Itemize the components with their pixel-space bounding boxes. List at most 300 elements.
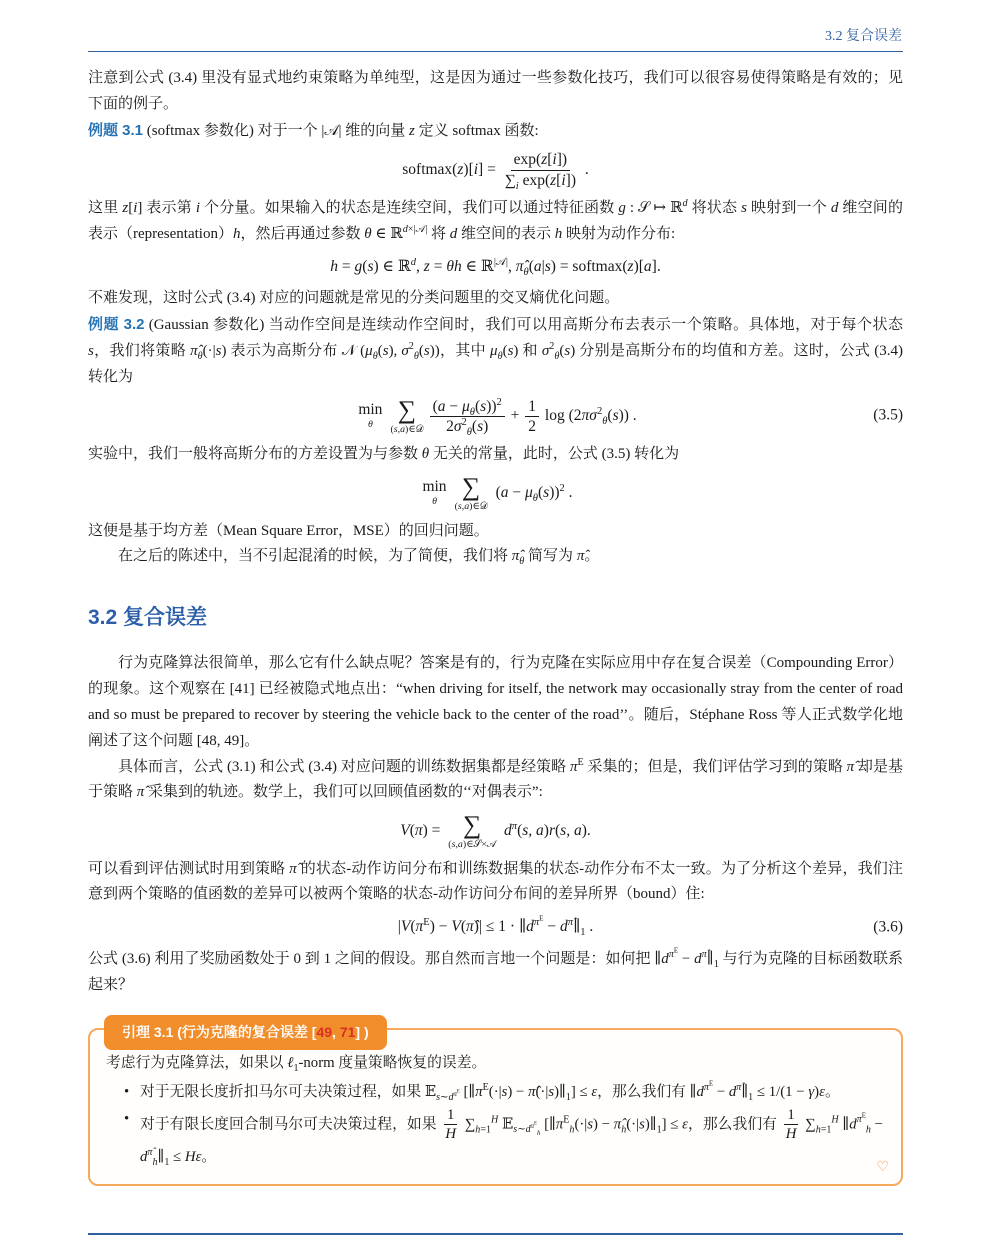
text-run: . xyxy=(564,483,573,501)
equation-mse xyxy=(88,474,903,512)
text-run: (softmax 参数化) 对于一个 |𝒜| 维的向量 xyxy=(143,122,410,139)
text-run: ，那么我们有 xyxy=(687,1116,781,1133)
paragraph-intro xyxy=(88,66,903,118)
text-run: ℓ xyxy=(287,1055,294,1072)
text-run xyxy=(533,914,544,929)
text-run: ) ∈ ℝ xyxy=(373,257,411,275)
text-run xyxy=(436,1089,460,1103)
text-run: π xyxy=(530,1122,535,1130)
text-run: 将状态 xyxy=(687,200,742,217)
text-run: 将 xyxy=(427,225,450,242)
text-run: − xyxy=(543,918,561,936)
text-run: ( xyxy=(491,483,501,501)
text-run: . xyxy=(585,918,594,936)
text-run: )| ≤ 1 · xyxy=(473,918,519,936)
equation-number: (3.6) xyxy=(873,918,903,936)
text-run: 。 xyxy=(584,548,600,565)
text-run: = xyxy=(338,257,355,275)
fraction xyxy=(781,1106,802,1144)
text-run: θ xyxy=(532,493,538,505)
text-run: s xyxy=(88,342,94,359)
text-run: H xyxy=(445,1126,456,1143)
text-run: 定义 softmax 函数: xyxy=(414,122,539,139)
text-run: ] xyxy=(355,1024,361,1041)
text-run: E xyxy=(539,914,544,923)
text-run: E xyxy=(861,1112,866,1120)
text-run: )) . xyxy=(618,407,637,425)
text-run: ( xyxy=(377,342,383,359)
text-run: h xyxy=(569,1124,575,1135)
text-run: H xyxy=(491,1114,499,1126)
text-run: [ xyxy=(311,1024,317,1041)
text-run: 2 xyxy=(461,416,467,428)
text-run: )∈𝒮×𝒜 xyxy=(462,838,497,850)
text-run: ) 分别是高斯分布的均值和方差。这时，公式 (3.4) 转化为 xyxy=(88,342,903,385)
text-run: E xyxy=(482,1082,489,1094)
text-run: θ xyxy=(413,350,419,362)
text-run xyxy=(531,1123,537,1130)
text-run: i xyxy=(473,160,479,178)
text-run: h xyxy=(621,1124,627,1135)
text-run: = xyxy=(429,257,447,275)
text-run: π̂ xyxy=(147,1146,153,1158)
text-run: π xyxy=(453,1090,457,1098)
text-run: ( xyxy=(409,821,415,839)
text-run: ]. xyxy=(651,257,661,275)
text-run: E xyxy=(563,1114,570,1126)
text-run: ∼ xyxy=(517,1124,526,1135)
text-run: s, a xyxy=(560,821,582,839)
text-run: ∑ xyxy=(504,171,516,189)
text-run: ( xyxy=(471,417,478,435)
text-run: σ xyxy=(541,342,550,359)
text-run: 采集到的轨迹。数学上，我们可以回顾值函数的‘‘对偶表示”: xyxy=(144,784,543,801)
text-run: − xyxy=(713,1084,729,1101)
text-run: ) xyxy=(360,1024,369,1041)
text-run: ]) xyxy=(565,171,576,189)
text-run: )[ xyxy=(463,160,474,178)
text-run: ∥ xyxy=(157,1148,165,1165)
text-run: V xyxy=(451,918,461,936)
text-run: E xyxy=(708,1080,714,1088)
paragraph-distribution-mismatch xyxy=(88,857,903,909)
text-run: z xyxy=(457,160,464,178)
text-run: θ xyxy=(364,225,372,242)
text-run: r xyxy=(548,821,555,839)
text-run: ( xyxy=(454,500,458,512)
text-run: 引理 3.1 (行为克隆的复合误差 xyxy=(122,1024,312,1041)
text-run xyxy=(857,1114,866,1125)
text-run: d xyxy=(504,821,512,839)
text-run: s xyxy=(564,342,571,359)
page-content xyxy=(88,66,903,1186)
text-run: 无关的常量，此时，公式 (3.5) 转化为 xyxy=(429,446,680,463)
text-run: ，然后再通过参数 xyxy=(240,225,365,242)
text-run: ))，其中 xyxy=(429,342,491,359)
text-run: -norm 度量策略恢复的误差。 xyxy=(298,1055,487,1072)
text-run: 1 xyxy=(656,1124,662,1135)
lemma-bullet-infinite-horizon xyxy=(140,1079,883,1106)
text-run: =1 xyxy=(820,1124,832,1135)
text-run: [ xyxy=(556,171,562,189)
text-run: =1 xyxy=(480,1124,492,1135)
text-run: s xyxy=(639,1116,645,1133)
text-run: )∥ xyxy=(554,1084,566,1101)
text-run: d xyxy=(830,200,839,217)
text-run: ). xyxy=(581,821,591,839)
text-run: )[ xyxy=(633,257,644,275)
text-run: ∈ ℝ xyxy=(461,257,494,275)
text-run: 𝔼 xyxy=(424,1084,437,1101)
text-run: ] ≤ xyxy=(661,1116,683,1133)
text-run: ] ≤ xyxy=(570,1084,592,1101)
text-run: 采集的；但是，我们评估学习到的策略 xyxy=(583,758,847,775)
text-run: s xyxy=(543,483,550,501)
text-run: π̂ xyxy=(576,548,585,565)
text-run: ≤ 1/(1 − xyxy=(753,1084,809,1101)
text-run: μ xyxy=(462,397,470,415)
text-run: i xyxy=(515,180,519,192)
paragraph-mse-note xyxy=(88,519,903,545)
text-run: h xyxy=(152,1156,158,1168)
text-run: ( xyxy=(555,821,561,839)
text-run: d xyxy=(849,1116,857,1133)
text-run: ) xyxy=(483,417,489,435)
text-run: d xyxy=(449,225,458,242)
equation-parameterization xyxy=(88,254,903,281)
text-run: ( xyxy=(559,342,565,359)
equation-value-function xyxy=(88,812,903,850)
text-run: ( xyxy=(517,821,523,839)
text-run: d xyxy=(560,918,568,936)
text-run: 对于无限长度折扣马尔可夫决策过程，如果 xyxy=(140,1084,425,1101)
text-run: − xyxy=(678,950,695,967)
text-run: μ xyxy=(490,342,498,359)
text-run: i xyxy=(552,151,557,169)
text-run: θ xyxy=(523,266,529,278)
math-operator: ∑ (s,a)∈𝒮×𝒜 xyxy=(448,810,497,850)
text-run: ( xyxy=(418,342,424,359)
text-run: h xyxy=(536,1130,541,1137)
text-run xyxy=(669,949,678,960)
text-run: s xyxy=(501,1084,508,1101)
text-run: θh xyxy=(446,257,462,275)
text-run: 行为克隆算法很简单，那么它有什么缺点呢？答案是有的，行为克隆在实际应用中存在复合误差（Compounding Error）的现象。这个观察在 xyxy=(88,655,903,698)
text-run: ] = xyxy=(478,160,500,178)
text-run: ∑ xyxy=(461,1116,476,1133)
text-run: | xyxy=(541,257,545,275)
paragraph-notation-note xyxy=(88,544,903,570)
text-run: 2 xyxy=(496,396,502,408)
text-run: ) xyxy=(543,821,549,839)
text-run: θ xyxy=(421,446,430,463)
text-run: π xyxy=(581,407,590,425)
text-run: )) xyxy=(486,397,497,415)
text-run: 个分量。如果输入的状态是连续空间，我们可以通过特征函数 xyxy=(200,200,619,217)
text-run: [∥ xyxy=(540,1116,556,1133)
header-rule xyxy=(88,51,903,52)
lemma-list xyxy=(106,1079,883,1170)
text-run: (Gaussian 参数化) 当动作空间是连续动作空间时，我们可以用高斯分布去表示一个策略。具体地，对于每个状态 xyxy=(144,317,903,334)
text-run: ]) xyxy=(556,151,568,169)
text-run: s, a xyxy=(522,821,544,839)
text-run: )) xyxy=(549,483,560,501)
text-run: θ xyxy=(469,406,475,418)
text-run: d xyxy=(525,1124,531,1135)
text-run: θ xyxy=(372,350,378,362)
text-run: ∥ xyxy=(741,1084,749,1101)
text-run: ( xyxy=(502,342,508,359)
text-run: ) 和 xyxy=(513,342,542,359)
text-run: d xyxy=(402,223,408,235)
text-run: d xyxy=(682,198,688,210)
text-run: 这里 xyxy=(88,200,123,217)
text-run: (·| xyxy=(626,1116,640,1133)
text-run: 。 xyxy=(244,732,260,749)
text-run: 。 xyxy=(201,1148,217,1165)
text-run: h xyxy=(475,1124,481,1135)
text-run: ( xyxy=(607,407,613,425)
text-run: 却是基于策略 xyxy=(88,758,903,801)
citation-link[interactable]: [41] xyxy=(229,681,255,698)
text-run: ∥ xyxy=(573,918,581,936)
text-run: 1 xyxy=(164,1156,170,1168)
text-run: ( xyxy=(537,483,544,501)
equation-body xyxy=(418,472,573,512)
text-run: ，那么我们有 ∥ xyxy=(597,1084,697,1101)
text-run: a xyxy=(533,257,542,275)
text-run: π xyxy=(703,1082,709,1094)
paragraph-cross-entropy xyxy=(88,286,903,312)
text-run: θ xyxy=(466,427,472,439)
text-run: ，我们将策略 xyxy=(93,342,191,359)
paragraph-compounding-error xyxy=(88,651,903,754)
text-run: h xyxy=(232,225,241,242)
text-run: + xyxy=(506,407,524,425)
text-run: d xyxy=(526,918,534,936)
equation-body xyxy=(400,810,591,850)
text-run: z xyxy=(541,151,548,169)
example-3-2 xyxy=(88,312,903,390)
text-run: π̂ xyxy=(613,1116,622,1133)
text-run: (·| xyxy=(574,1116,588,1133)
text-run: z xyxy=(627,257,634,275)
equation-softmax xyxy=(88,150,903,190)
text-run: μ xyxy=(525,483,533,501)
text-run: π xyxy=(414,821,423,839)
equation-body xyxy=(402,151,589,192)
text-run: 对于有限长度回合制马尔可夫决策过程，如果 xyxy=(140,1116,441,1133)
text-run: ×|𝒜| xyxy=(407,223,428,235)
text-run: π xyxy=(475,1084,483,1101)
lemma-bullet-finite-horizon xyxy=(140,1106,883,1171)
text-run: a xyxy=(500,483,509,501)
text-run: s xyxy=(612,407,619,425)
text-run: ( xyxy=(362,257,368,275)
text-run: z xyxy=(423,257,430,275)
text-run: E xyxy=(577,756,584,768)
text-run: π xyxy=(569,758,578,775)
text-run: π xyxy=(555,1116,564,1133)
citation-link[interactable]: 49 xyxy=(316,1024,333,1041)
text-run: d xyxy=(696,1084,704,1101)
text-run: π̂ xyxy=(511,548,520,565)
text-run: ε xyxy=(819,1084,825,1101)
text-run: θ xyxy=(367,418,373,430)
text-run: 映射为动作分布: xyxy=(562,225,676,242)
text-run: π̂ xyxy=(190,342,198,359)
text-run: | xyxy=(397,918,401,936)
text-run: π̂ xyxy=(567,917,574,929)
text-run: ∼ xyxy=(440,1092,449,1103)
text-run: 公式 (3.6) 利用了奖励函数处于 0 到 1 之间的假设。那自然而言地一个问题是：如何把 ∥ xyxy=(88,950,662,967)
text-run: μ xyxy=(365,342,373,359)
text-run: log (2 xyxy=(541,407,582,425)
text-run: h xyxy=(554,225,563,242)
text-run: d xyxy=(140,1148,148,1165)
text-run: s xyxy=(507,342,514,359)
text-run: . xyxy=(580,160,589,178)
text-run: 1 xyxy=(446,1106,455,1123)
text-run: 不难发现，这时公式 (3.4) 对应的问题就是常见的分类问题里的交叉熵优化问题。 xyxy=(88,290,620,307)
text-run: 映射到一个 xyxy=(747,200,831,217)
text-run: ∥ xyxy=(838,1116,850,1133)
text-run: ) = softmax( xyxy=(550,257,628,275)
text-run: 1 xyxy=(787,1106,795,1123)
math-operator: min θ xyxy=(358,401,383,430)
footer-rule xyxy=(88,1233,903,1235)
section-heading: 3.2 复合误差 xyxy=(88,606,208,630)
paragraph-reward-assumption xyxy=(88,947,903,999)
text-run: ≤ xyxy=(169,1148,185,1165)
text-run: 的状态-动作访问分布和训练数据集的状态-动作分布不太一致。为了分析这个差异，我们注意到两个策略的值函数的差异可以被两个策略的状态-动作访问分布间的差异所界（bound）住: xyxy=(88,860,903,903)
equation-body xyxy=(330,256,661,278)
equation-body xyxy=(354,395,637,439)
text-run: 维空间的表示 xyxy=(457,225,555,242)
text-run: H xyxy=(785,1126,797,1143)
text-run: z xyxy=(409,122,415,139)
text-run: E xyxy=(534,1121,537,1127)
text-run: π̂ xyxy=(136,784,145,801)
math-operator: ∑ (s,a)∈𝒟 xyxy=(454,472,488,512)
text-run: ε xyxy=(591,1084,598,1101)
text-run: z xyxy=(122,200,129,217)
text-run: [ xyxy=(128,200,134,217)
equation-body xyxy=(397,914,594,939)
text-run: − xyxy=(870,1116,883,1133)
text-run: ) = xyxy=(422,821,445,839)
text-run: 1 xyxy=(293,1063,299,1075)
text-run: π̂ xyxy=(528,1084,536,1101)
text-run: θ xyxy=(497,350,503,362)
text-run: )∈𝒟 xyxy=(405,423,424,435)
text-run: 1 xyxy=(748,1092,754,1103)
text-run: ( xyxy=(432,397,438,415)
text-run: 考虑行为克隆算法，如果以 xyxy=(106,1055,288,1072)
text-run: ε xyxy=(682,1116,688,1133)
text-run: θ xyxy=(554,350,560,362)
text-run: ( xyxy=(460,918,466,936)
example-3-1 xyxy=(88,118,903,145)
text-run: h xyxy=(330,257,339,275)
text-run: [∥ xyxy=(459,1084,476,1101)
text-run: π̂ xyxy=(515,257,524,275)
text-run: a xyxy=(643,257,652,275)
citation-link[interactable]: [48, 49] xyxy=(196,732,245,749)
text-run: 可以看到评估测试时用到策略 xyxy=(88,860,290,877)
text-run: 例题 3.1 xyxy=(88,121,144,139)
text-run: θ xyxy=(197,350,203,362)
text-run: 1 xyxy=(565,1092,571,1103)
text-run: θ xyxy=(432,495,437,507)
text-run: exp( xyxy=(513,151,542,169)
text-run: )∥ xyxy=(644,1116,657,1133)
text-run: i xyxy=(195,200,201,217)
text-run: s xyxy=(477,417,484,435)
text-run: d xyxy=(448,1092,454,1103)
fraction xyxy=(428,397,507,437)
text-run: , xyxy=(416,257,424,275)
text-run: ) xyxy=(814,1084,820,1101)
fraction xyxy=(440,1106,461,1144)
text-run: 实验中，我们一般将高斯分布的方差设置为与参数 xyxy=(88,446,422,463)
text-run: γ xyxy=(808,1084,815,1101)
text-run: a xyxy=(437,397,446,415)
text-run: π̂ xyxy=(736,1082,742,1094)
text-run xyxy=(816,1124,832,1135)
text-run: − xyxy=(508,483,526,501)
text-run: ε xyxy=(195,1148,202,1165)
text-run: s,a xyxy=(393,423,406,435)
text-run: 与行为克隆的目标函数联系起来？ xyxy=(88,950,903,993)
text-run xyxy=(513,1121,541,1137)
text-run: ] 表示第 xyxy=(137,200,196,217)
text-run: s xyxy=(544,257,551,275)
text-run xyxy=(403,224,428,235)
paragraph-training-data xyxy=(88,755,903,807)
text-run: 2 xyxy=(559,482,565,494)
equation-number: (3.5) xyxy=(873,407,903,425)
text-run: s xyxy=(436,1092,441,1103)
text-run: ∑ xyxy=(801,1116,816,1133)
text-run: ) − xyxy=(429,918,452,936)
text-run: ) − xyxy=(507,1084,529,1101)
text-run: 2 xyxy=(549,340,555,352)
text-run: H xyxy=(184,1148,196,1165)
text-run: σ xyxy=(589,407,597,425)
text-run: 这便是基于均方差（Mean Square Error，MSE）的回归问题。 xyxy=(88,522,489,539)
text-run: π xyxy=(668,948,674,960)
text-run: s,a xyxy=(451,838,463,850)
text-run: ( xyxy=(528,257,534,275)
text-run: z xyxy=(550,171,557,189)
text-run: − xyxy=(445,397,463,415)
text-run: π xyxy=(856,1114,862,1126)
text-run: : 𝒮 ↦ ℝ xyxy=(625,200,683,217)
text-run: s xyxy=(548,1084,555,1101)
text-run: d xyxy=(694,950,702,967)
text-run: s xyxy=(587,1116,594,1133)
text-run: π xyxy=(533,917,540,929)
text-run: V xyxy=(400,918,411,936)
text-run: ) 表示为高斯分布 𝒩 ( xyxy=(221,342,366,359)
citation-link[interactable]: 71 xyxy=(339,1024,356,1041)
text-run: , xyxy=(332,1024,340,1041)
text-run: h xyxy=(815,1124,821,1135)
text-run: )∈𝒟 xyxy=(469,500,488,512)
text-run: ( xyxy=(448,838,452,850)
heart-icon: ♡ xyxy=(876,1160,889,1176)
